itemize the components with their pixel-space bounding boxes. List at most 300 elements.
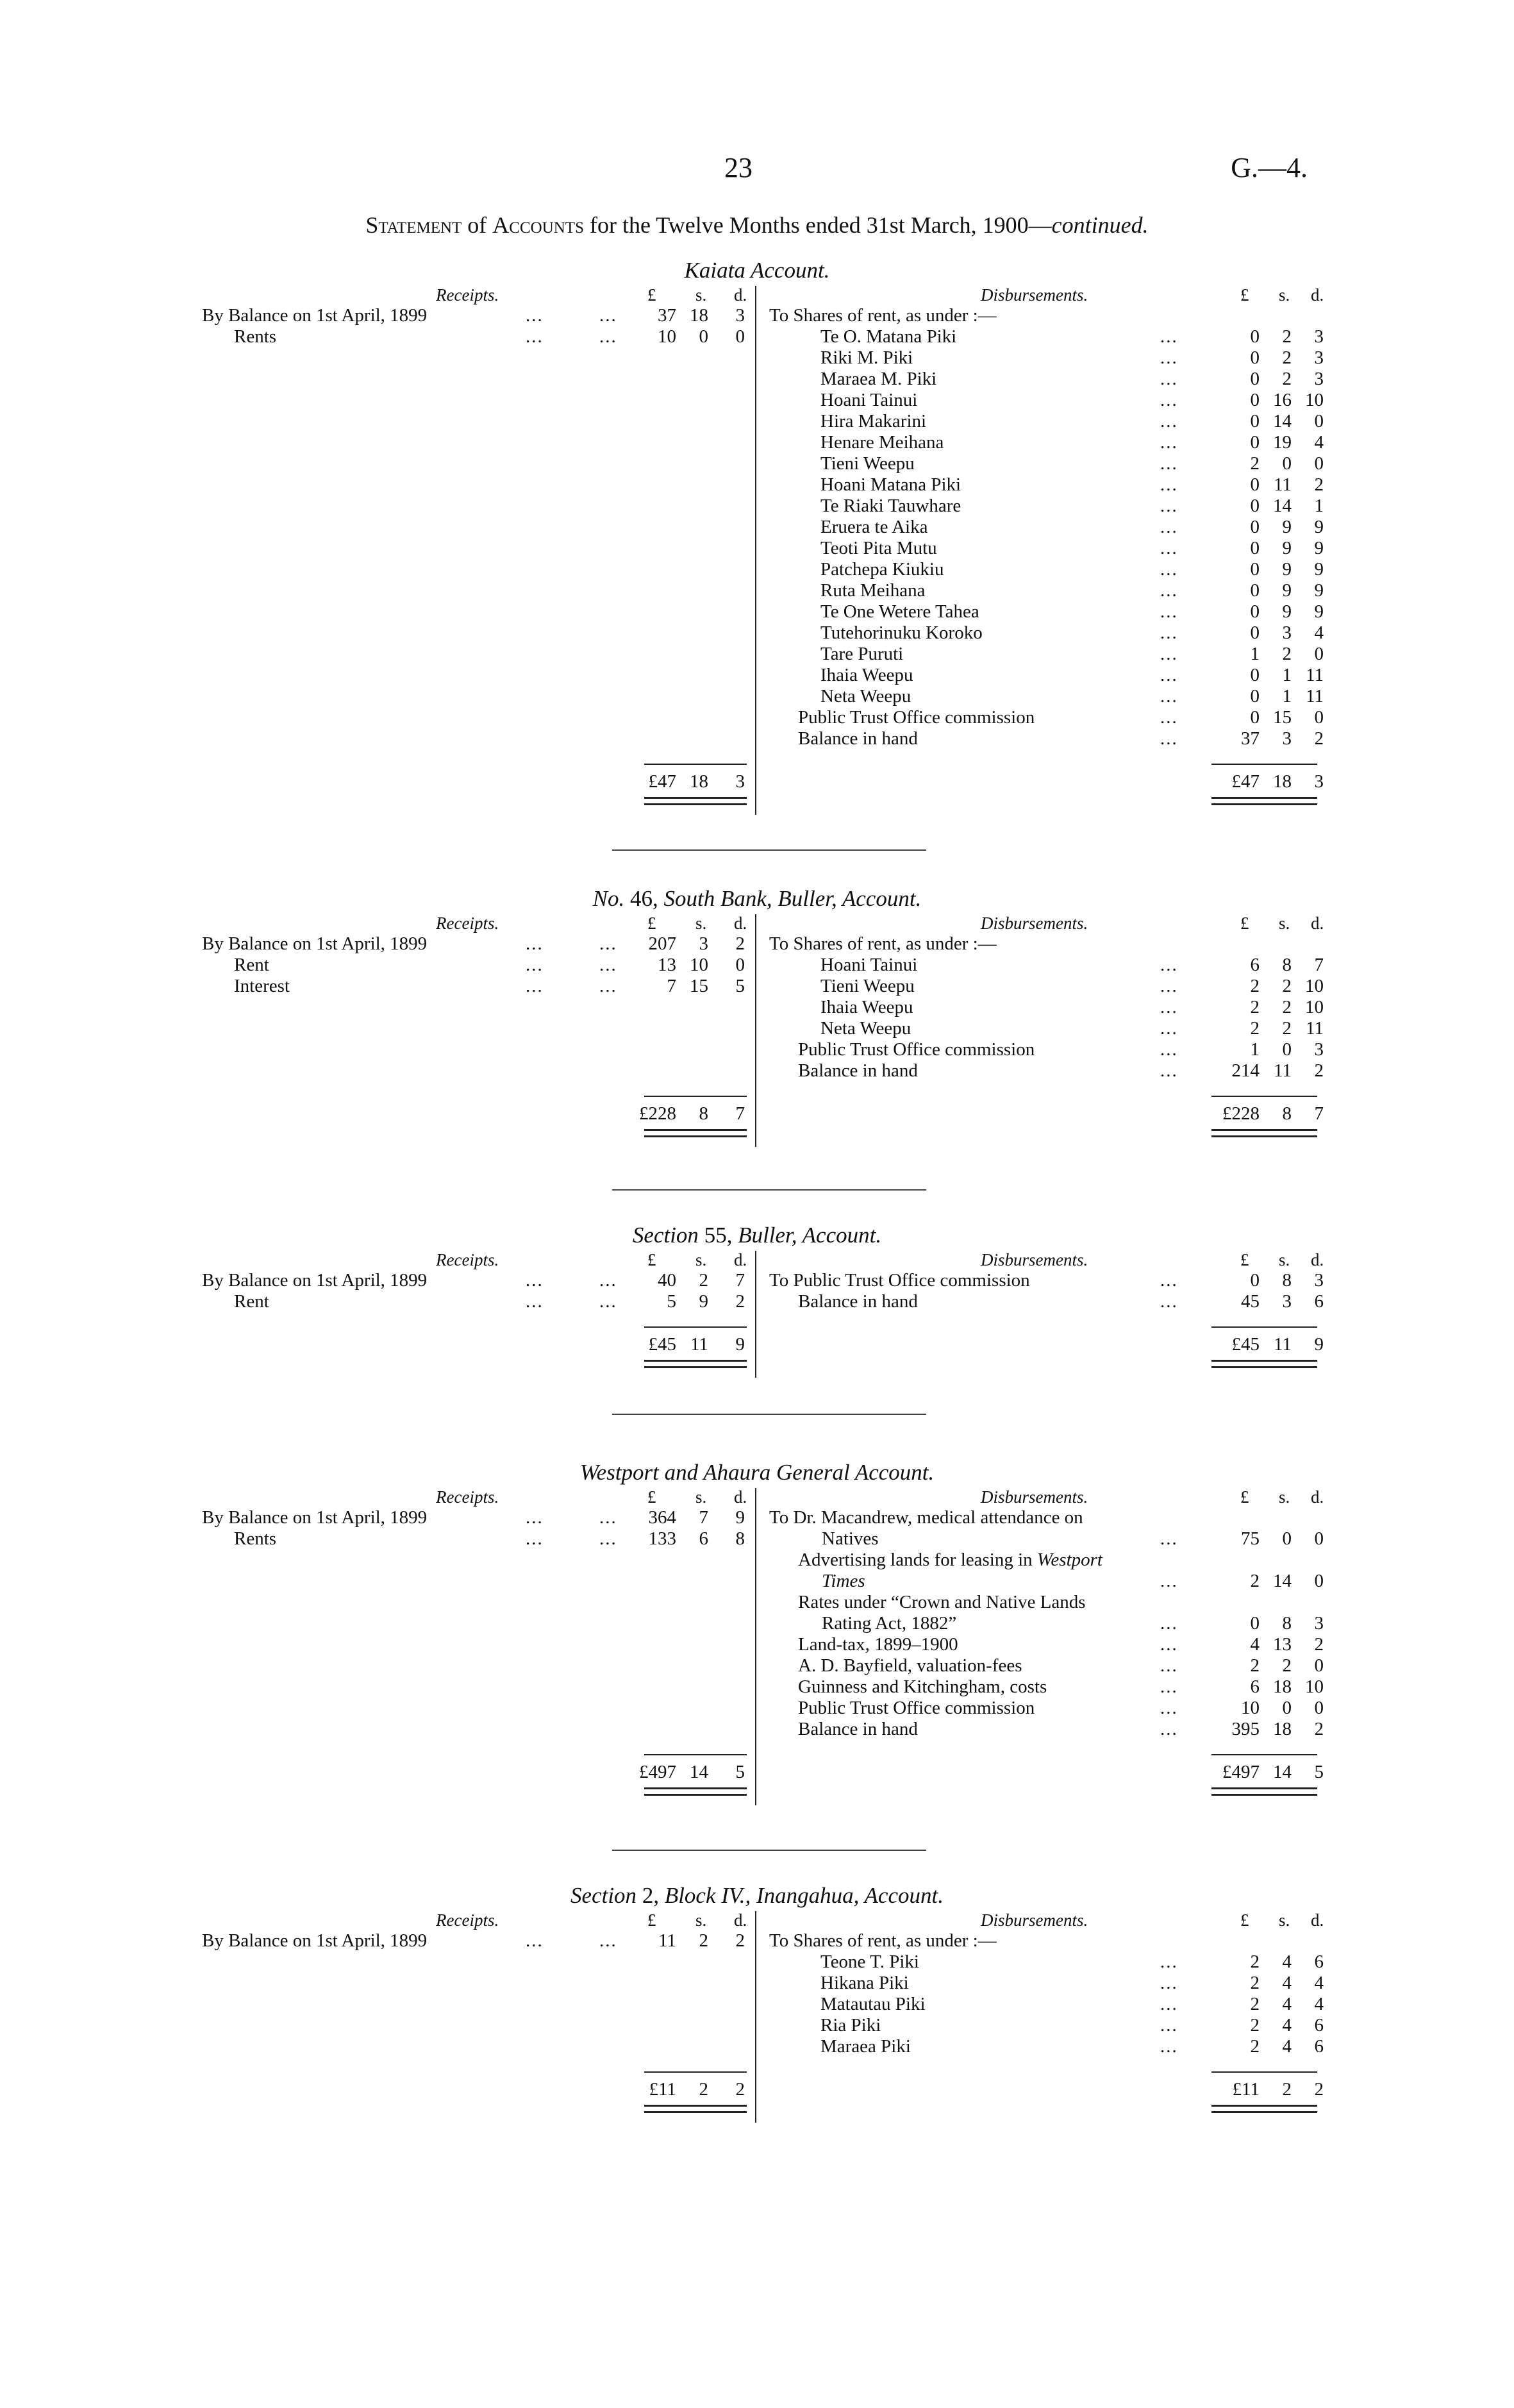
disbursement-label-text: Land-tax, 1899–1900 (798, 1634, 958, 1655)
disbursement-label-text: To Shares of rent, as under :— (769, 305, 997, 326)
amount-shillings: 0 (1282, 1039, 1292, 1060)
disbursement-label (798, 1676, 1047, 1698)
leader-dots: ... (1160, 326, 1178, 347)
amount-pounds: £228 (639, 1103, 676, 1124)
disbursement-label (769, 1507, 1083, 1528)
disbursement-row (0, 1571, 1514, 1592)
amount-pounds: £11 (649, 2079, 676, 2100)
total-row (0, 771, 1514, 792)
disbursement-label-text: Te One Wetere Tahea (820, 601, 979, 622)
disbursement-label (820, 976, 915, 997)
disbursement-row (0, 1676, 1514, 1698)
amount-shillings: 2 (1282, 997, 1292, 1017)
leader-dots: ... (1160, 1270, 1178, 1291)
money-heading-d: d. (734, 285, 747, 305)
money-heading-pound: £ (1240, 285, 1249, 305)
amount-pence: 9 (1314, 559, 1324, 580)
amount-shillings: 14 (1273, 1762, 1292, 1782)
disbursement-label (798, 1634, 958, 1655)
amount-pence: 2 (1314, 1060, 1324, 1081)
section-separator (612, 1850, 926, 1851)
disbursement-label (820, 559, 944, 580)
leader-dots: ... (599, 955, 617, 975)
disbursement-label (820, 538, 937, 559)
account-title (0, 1221, 1514, 1250)
disbursement-row (0, 305, 1514, 326)
disbursement-label (798, 1592, 1086, 1613)
leader-dots: ... (526, 1270, 544, 1291)
amount-shillings: 4 (1282, 1952, 1292, 1972)
money-heading-s: s. (695, 914, 707, 933)
amount-pence: 10 (1305, 390, 1324, 410)
money-heading-s: s. (695, 1911, 707, 1930)
amount-pence: 2 (735, 1291, 745, 1312)
amount-pounds: 133 (648, 1528, 676, 1549)
disbursement-label (820, 623, 983, 644)
disbursement-label-text: Maraea M. Piki (820, 369, 937, 389)
leader-dots: ... (599, 305, 617, 326)
amount-shillings: 9 (699, 1291, 708, 1312)
disbursement-label (769, 933, 997, 955)
disbursement-row (0, 1507, 1514, 1528)
amount-pence: 9 (735, 1334, 745, 1355)
disbursement-label (798, 1550, 1102, 1571)
disbursement-label (820, 453, 915, 474)
amount-shillings: 0 (1282, 1698, 1292, 1718)
amount-shillings: 8 (1282, 955, 1292, 975)
receipt-label: By Balance on 1st April, 1899 (202, 305, 428, 326)
amount-shillings: 8 (1282, 1613, 1292, 1634)
disbursement-label-text: Hira Makarini (820, 411, 927, 431)
subtotal-rule-receipts (644, 764, 747, 765)
money-heading-d: d. (734, 1487, 747, 1507)
money-heading-s: s. (695, 1250, 707, 1269)
amount-pence: 9 (1314, 580, 1324, 601)
disbursement-row (0, 347, 1514, 369)
amount-shillings: 10 (690, 955, 708, 975)
disbursement-row (0, 686, 1514, 707)
account-title-text: Westport and Ahaura General Account. (579, 1460, 935, 1485)
amount-pounds: 0 (1250, 707, 1260, 728)
receipts-heading: Receipts. (436, 1487, 499, 1507)
amount-shillings: 1 (1282, 686, 1292, 707)
amount-pounds: 2 (1250, 1994, 1260, 2014)
amount-pence: 0 (1314, 1655, 1324, 1676)
amount-pounds: £11 (1232, 2079, 1260, 2100)
amount-pounds: 364 (648, 1507, 676, 1528)
disbursement-label-text: Neta Weepu (820, 686, 911, 707)
disbursement-row (0, 1528, 1514, 1550)
subtotal-rule-disbursements (1211, 1096, 1317, 1097)
disbursement-label (820, 432, 944, 453)
money-heading-s: s. (1279, 1250, 1290, 1269)
leader-dots: ... (1160, 976, 1178, 996)
disbursement-row (0, 1039, 1514, 1060)
disbursement-label (820, 1018, 911, 1039)
amount-pence: 2 (1314, 1719, 1324, 1739)
total-double-rule (644, 1360, 747, 1368)
amount-shillings: 2 (1282, 2079, 1292, 2100)
page-number: 23 (724, 152, 753, 183)
disbursement-row (0, 1952, 1514, 1973)
leader-dots: ... (1160, 728, 1178, 749)
disbursement-label-text: Tutehorinuku Koroko (820, 623, 983, 643)
leader-dots: ... (1160, 1973, 1178, 1993)
total-row (0, 1334, 1514, 1355)
amount-pounds: 11 (658, 1930, 676, 1951)
disbursement-label-text: Patchepa Kiukiu (820, 559, 944, 580)
money-heading-pound: £ (647, 1250, 656, 1269)
amount-pence: 1 (1314, 496, 1324, 516)
amount-shillings: 3 (699, 933, 708, 954)
leader-dots: ... (1160, 1039, 1178, 1060)
leader-dots: ... (599, 933, 617, 954)
disbursement-row (0, 955, 1514, 976)
disbursement-row (0, 2015, 1514, 2036)
account-title (0, 1882, 1514, 1910)
total-double-rule (1211, 1787, 1317, 1796)
amount-pounds: 0 (1250, 369, 1260, 389)
amount-pence: 3 (1314, 1039, 1324, 1060)
amount-pence: 7 (735, 1103, 745, 1124)
amount-shillings: 3 (1282, 1291, 1292, 1312)
amount-shillings: 18 (690, 771, 708, 792)
disbursement-label (769, 305, 997, 326)
leader-dots: ... (599, 1528, 617, 1549)
amount-shillings: 6 (699, 1528, 708, 1549)
amount-pence: 6 (1314, 1291, 1324, 1312)
amount-shillings: 8 (699, 1103, 708, 1124)
leader-dots: ... (1160, 1060, 1178, 1081)
money-heading-s: s. (695, 285, 707, 305)
amount-pence: 9 (1314, 538, 1324, 558)
account-title-part: Section (570, 1883, 637, 1908)
total-row (0, 1103, 1514, 1125)
amount-pence: 3 (735, 305, 745, 326)
amount-shillings: 18 (1273, 771, 1292, 792)
subtotal-rule-receipts (644, 2071, 747, 2073)
amount-pence: 10 (1305, 976, 1324, 996)
disbursement-label-text: Maraea Piki (820, 2036, 911, 2057)
disbursement-label (820, 326, 956, 347)
disbursement-row (0, 496, 1514, 517)
disbursement-row (0, 432, 1514, 453)
money-heading-pound: £ (647, 914, 656, 933)
amount-pence: 7 (735, 1270, 745, 1291)
amount-pence: 5 (735, 976, 745, 996)
disbursement-row (0, 601, 1514, 623)
amount-pence: 2 (735, 2079, 745, 2100)
subtotal-rule-disbursements (1211, 1754, 1317, 1755)
subtotal-rule-disbursements (1211, 1326, 1317, 1328)
disbursement-row (0, 1060, 1514, 1082)
disbursement-label-text: A. D. Bayfield, valuation-fees (798, 1655, 1022, 1676)
amount-pounds: 2 (1250, 453, 1260, 474)
total-double-rule (644, 797, 747, 805)
disbursement-label-text: Matautau Piki (820, 1994, 926, 2014)
amount-pounds: £228 (1222, 1103, 1260, 1124)
section-separator (612, 849, 926, 851)
amount-shillings: 9 (1282, 559, 1292, 580)
account-section (0, 1221, 1514, 1414)
amount-pounds: 207 (648, 933, 676, 954)
disbursement-row (0, 559, 1514, 580)
disbursement-row (0, 580, 1514, 601)
amount-pence: 4 (1314, 623, 1324, 643)
disbursement-label-text: Guinness and Kitchingham, costs (798, 1676, 1047, 1697)
amount-shillings: 14 (1273, 1571, 1292, 1591)
money-heading-d: d. (734, 914, 747, 933)
amount-pounds: 0 (1250, 686, 1260, 707)
disbursement-label (820, 580, 925, 601)
amount-shillings: 8 (1282, 1270, 1292, 1291)
amount-shillings: 13 (1273, 1634, 1292, 1655)
disbursement-row (0, 1270, 1514, 1291)
receipt-label: Rents (234, 1528, 277, 1549)
leader-dots: ... (526, 1930, 544, 1951)
disbursement-row (0, 474, 1514, 496)
total-double-rule (644, 2105, 747, 2113)
amount-pounds: 40 (658, 1270, 676, 1291)
account-title-part: Buller, Account. (738, 1223, 882, 1248)
leader-dots: ... (599, 1270, 617, 1291)
disbursement-label-text: Rates under “Crown and Native Lands (798, 1592, 1086, 1612)
disbursement-label-text: Tare Puruti (820, 644, 904, 664)
amount-shillings: 2 (1282, 326, 1292, 347)
amount-pence: 6 (1314, 2036, 1324, 2057)
disbursement-label-text: To Dr. Macandrew, medical attendance on (769, 1507, 1083, 1528)
leader-dots: ... (1160, 538, 1178, 558)
amount-pence: 9 (1314, 1334, 1324, 1355)
disbursement-label-text: Eruera te Aika (820, 517, 928, 537)
amount-pence: 9 (735, 1507, 745, 1528)
total-double-rule (1211, 1360, 1317, 1368)
amount-pounds: 0 (1250, 580, 1260, 601)
disbursement-row (0, 1655, 1514, 1676)
total-double-rule (644, 1129, 747, 1137)
amount-pounds: 2 (1250, 2015, 1260, 2036)
amount-shillings: 2 (1282, 1655, 1292, 1676)
amount-pounds: 0 (1250, 347, 1260, 368)
disbursement-label-text: To Shares of rent, as under :— (769, 933, 997, 954)
disbursement-row (0, 411, 1514, 432)
amount-pence: 8 (735, 1528, 745, 1549)
disbursement-label-text: Public Trust Office commission (798, 707, 1035, 728)
disbursement-row (0, 369, 1514, 390)
disbursement-label (820, 411, 926, 432)
amount-shillings: 19 (1273, 432, 1292, 453)
amount-pence: 4 (1314, 1973, 1324, 1993)
disbursement-label (820, 347, 913, 369)
disbursement-row (0, 644, 1514, 665)
disbursement-label-text: Ihaia Weepu (820, 665, 913, 685)
disbursement-label (822, 1528, 879, 1550)
disbursements-heading: Disbursements. (981, 1911, 1088, 1930)
money-heading-s: s. (1279, 914, 1290, 933)
amount-shillings: 0 (1282, 1528, 1292, 1549)
receipts-heading: Receipts. (436, 1250, 499, 1269)
amount-pence: 11 (1306, 665, 1324, 685)
amount-pounds: 45 (1241, 1291, 1260, 1312)
amount-shillings: 7 (699, 1507, 708, 1528)
account-title-part: No. (592, 886, 625, 911)
disbursement-row (0, 1698, 1514, 1719)
money-heading-pound: £ (647, 1911, 656, 1930)
disbursement-label (820, 601, 979, 623)
disbursement-label-text: Tieni Weepu (820, 453, 915, 474)
leader-dots: ... (1160, 1291, 1178, 1312)
amount-shillings: 11 (1274, 474, 1292, 495)
leader-dots: ... (1160, 411, 1178, 431)
disbursement-label (798, 1655, 1022, 1676)
amount-shillings: 9 (1282, 517, 1292, 537)
disbursement-row (0, 1719, 1514, 1740)
disbursement-label (820, 2036, 911, 2057)
amount-shillings: 18 (1273, 1676, 1292, 1697)
disbursement-label-text: Te O. Matana Piki (820, 326, 957, 347)
amount-shillings: 0 (1282, 453, 1292, 474)
leader-dots: ... (1160, 1571, 1178, 1591)
receipt-label: By Balance on 1st April, 1899 (202, 933, 428, 954)
disbursements-heading: Disbursements. (981, 1250, 1088, 1269)
money-heading-d: d. (1311, 285, 1324, 305)
disbursement-label (798, 1060, 918, 1082)
money-heading-pound: £ (1240, 1250, 1249, 1269)
statement-title: Statement of Accounts for the Twelve Months ended 31st March, 1900—continued. (365, 212, 1149, 238)
amount-pounds: 0 (1250, 1613, 1260, 1634)
amount-shillings: 2 (1282, 1018, 1292, 1039)
amount-pence: 3 (735, 771, 745, 792)
leader-dots: ... (1160, 707, 1178, 728)
leader-dots: ... (1160, 369, 1178, 389)
section-separator (612, 1414, 926, 1415)
amount-shillings: 2 (699, 1270, 708, 1291)
total-double-rule (1211, 797, 1317, 805)
amount-pence: 5 (735, 1762, 745, 1782)
amount-shillings: 9 (1282, 601, 1292, 622)
account-section (0, 256, 1514, 821)
amount-pence: 0 (1314, 411, 1324, 431)
disbursement-label (820, 369, 936, 390)
leader-dots: ... (526, 326, 544, 347)
amount-pence: 5 (1314, 1762, 1324, 1782)
disbursement-label-text: Tieni Weepu (820, 976, 915, 996)
amount-pence: 0 (1314, 1528, 1324, 1549)
leader-dots: ... (526, 305, 544, 326)
amount-shillings: 3 (1282, 728, 1292, 749)
leader-dots: ... (526, 1291, 544, 1312)
amount-pence: 2 (735, 933, 745, 954)
leader-dots: ... (1160, 686, 1178, 707)
receipt-label: By Balance on 1st April, 1899 (202, 1270, 428, 1291)
leader-dots: ... (1160, 2015, 1178, 2036)
amount-shillings: 16 (1273, 390, 1292, 410)
amount-pence: 3 (1314, 369, 1324, 389)
disbursement-label (798, 1291, 918, 1312)
amount-pence: 0 (735, 326, 745, 347)
amount-pence: 0 (1314, 707, 1324, 728)
amount-shillings: 9 (1282, 538, 1292, 558)
receipts-heading: Receipts. (436, 914, 499, 933)
amount-pounds: 0 (1250, 496, 1260, 516)
disbursement-row (0, 1930, 1514, 1952)
amount-pence: 2 (735, 1930, 745, 1951)
amount-pence: 0 (1314, 1698, 1324, 1718)
amount-shillings: 8 (1282, 1103, 1292, 1124)
amount-pounds: 4 (1250, 1634, 1260, 1655)
disbursement-label (820, 496, 961, 517)
account-title (0, 1459, 1514, 1487)
leader-dots: ... (1160, 1698, 1178, 1718)
amount-shillings: 14 (690, 1762, 708, 1782)
leader-dots: ... (1160, 1655, 1178, 1676)
amount-pence: 0 (1314, 453, 1324, 474)
disbursement-label-text: Hoani Matana Piki (820, 474, 961, 495)
amount-pounds: 37 (1241, 728, 1260, 749)
amount-shillings: 11 (1274, 1334, 1292, 1355)
amount-shillings: 4 (1282, 1973, 1292, 1993)
receipt-label: Rent (234, 955, 269, 975)
receipt-label: Interest (234, 976, 290, 996)
receipt-label: Rents (234, 326, 277, 347)
money-heading-d: d. (1311, 1911, 1324, 1930)
amount-pence: 3 (1314, 326, 1324, 347)
amount-pounds: £45 (648, 1334, 676, 1355)
leader-dots: ... (1160, 474, 1178, 495)
amount-shillings: 15 (690, 976, 708, 996)
money-heading-s: s. (695, 1487, 707, 1507)
amount-pence: 7 (1314, 1103, 1324, 1124)
leader-dots: ... (599, 1507, 617, 1528)
account-title-part: 46, (630, 886, 658, 911)
amount-pence: 3 (1314, 1613, 1324, 1634)
leader-dots: ... (1160, 1994, 1178, 2014)
amount-shillings: 18 (1273, 1719, 1292, 1739)
disbursement-row (0, 665, 1514, 686)
disbursement-label (820, 517, 928, 538)
disbursement-label (769, 1270, 1030, 1291)
disbursement-row (0, 1291, 1514, 1312)
amount-pounds: 0 (1250, 390, 1260, 410)
amount-pence: 0 (1314, 644, 1324, 664)
leader-dots: ... (526, 933, 544, 954)
account-title (0, 256, 1514, 285)
leader-dots: ... (1160, 559, 1178, 580)
disbursement-row (0, 623, 1514, 644)
disbursement-row (0, 728, 1514, 749)
amount-shillings: 11 (1274, 1060, 1292, 1081)
amount-pence: 6 (1314, 1952, 1324, 1972)
total-double-rule (1211, 1129, 1317, 1137)
page-reference: G.—4. (1231, 152, 1308, 183)
amount-pounds: 2 (1250, 997, 1260, 1017)
amount-shillings: 14 (1273, 411, 1292, 431)
receipts-heading: Receipts. (436, 285, 499, 305)
amount-pence: 9 (1314, 601, 1324, 622)
account-title-text: Kaiata Account. (684, 258, 830, 283)
disbursement-label-text: Balance in hand (798, 1060, 918, 1081)
leader-dots: ... (599, 1291, 617, 1312)
disbursement-row (0, 453, 1514, 474)
leader-dots: ... (1160, 1719, 1178, 1739)
leader-dots: ... (526, 976, 544, 996)
leader-dots: ... (1160, 432, 1178, 453)
disbursement-row (0, 2036, 1514, 2057)
disbursement-label-text: To Shares of rent, as under :— (769, 1930, 997, 1951)
amount-pounds: 2 (1250, 1655, 1260, 1676)
leader-dots: ... (1160, 644, 1178, 664)
disbursement-label-text: Henare Meihana (820, 432, 944, 453)
